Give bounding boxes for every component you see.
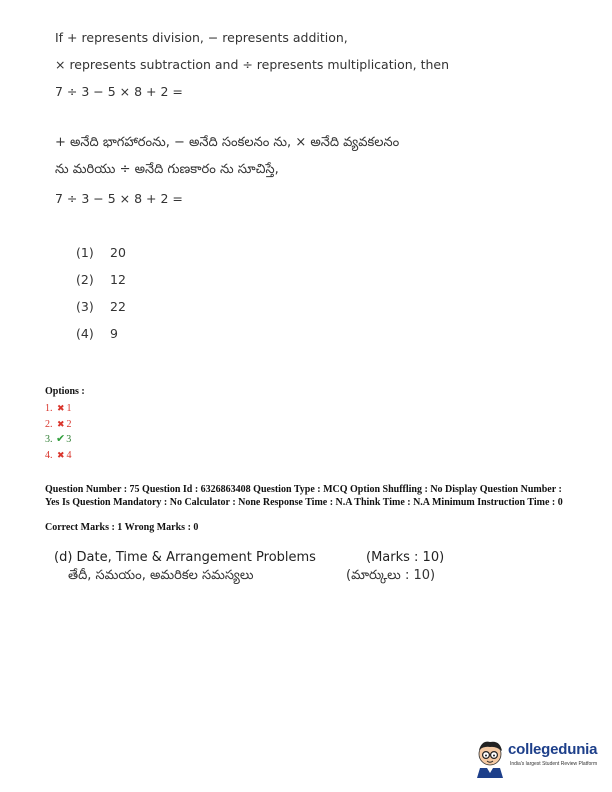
choice-number: (4) bbox=[76, 326, 94, 341]
section-title: (d) Date, Time & Arrangement Problems bbox=[54, 550, 316, 565]
option-row-4 bbox=[45, 448, 72, 464]
options-list bbox=[45, 401, 72, 463]
option-value: 3 bbox=[66, 434, 72, 445]
question-telugu-line-2: ను మరియు ÷ అనేది గుణకారం ను సూచిస్తే, bbox=[55, 162, 279, 177]
choice-3 bbox=[76, 299, 126, 314]
section-marks-telugu: (మార్కులు : 10) bbox=[346, 568, 436, 583]
choice-2 bbox=[76, 272, 126, 287]
option-row-1 bbox=[45, 401, 72, 417]
choice-value: 20 bbox=[110, 245, 126, 260]
check-icon: ✔ bbox=[56, 433, 66, 445]
question-expression: 7 ÷ 3 − 5 × 8 + 2 = bbox=[55, 84, 183, 99]
cross-icon: ✖ bbox=[57, 449, 65, 460]
question-telugu-line-1: + అనేది భాగహారంను, − అనేది సంకలనం ను, × అనేది వ్యవకలనం bbox=[55, 135, 400, 150]
question-line-2: × represents subtraction and ÷ represents multiplication, then bbox=[55, 57, 450, 72]
choice-number: (2) bbox=[76, 272, 94, 287]
option-index: 1. bbox=[45, 403, 53, 414]
choice-value: 22 bbox=[110, 299, 126, 314]
logo-tagline: India's largest Student Review Platform bbox=[510, 761, 598, 767]
choice-1 bbox=[76, 245, 126, 260]
cross-icon: ✖ bbox=[57, 403, 65, 413]
question-telugu-expression: 7 ÷ 3 − 5 × 8 + 2 = bbox=[55, 191, 183, 206]
question-metadata: Question Number : 75 Question Id : 6326863408 Question Type : MCQ Option Shuffling : No Display Question Number : Yes Is Question Mandatory : No Calculator : None Response Time : N.A Think Time : N.A Minimum Instruction Time : 0 bbox=[45, 484, 563, 508]
choice-4 bbox=[76, 326, 118, 341]
choice-number: (3) bbox=[76, 299, 94, 314]
section-marks: (Marks : 10) bbox=[366, 550, 445, 565]
choice-value: 9 bbox=[110, 326, 118, 341]
option-index: 2. bbox=[45, 418, 53, 430]
logo-name: collegedunia bbox=[508, 741, 598, 758]
option-index: 4. bbox=[45, 449, 53, 461]
options-title: Options : bbox=[45, 386, 85, 397]
collegedunia-logo bbox=[474, 738, 606, 778]
option-index: 3. bbox=[45, 434, 53, 445]
marks-info: Correct Marks : 1 Wrong Marks : 0 bbox=[45, 522, 199, 533]
cross-icon: ✖ bbox=[57, 418, 65, 429]
option-row-2 bbox=[45, 417, 72, 433]
choice-number: (1) bbox=[76, 245, 94, 260]
option-value: 4 bbox=[66, 449, 72, 461]
option-value: 2 bbox=[66, 418, 72, 430]
choice-value: 12 bbox=[110, 272, 126, 287]
option-row-3 bbox=[45, 432, 72, 448]
option-value: 1 bbox=[66, 403, 72, 414]
question-line-1: If + represents division, − represents addition, bbox=[55, 30, 348, 45]
student-mascot-icon bbox=[474, 738, 508, 778]
section-title-telugu: తేదీ, సమయం, అమరికల సమస్యలు bbox=[68, 568, 254, 583]
